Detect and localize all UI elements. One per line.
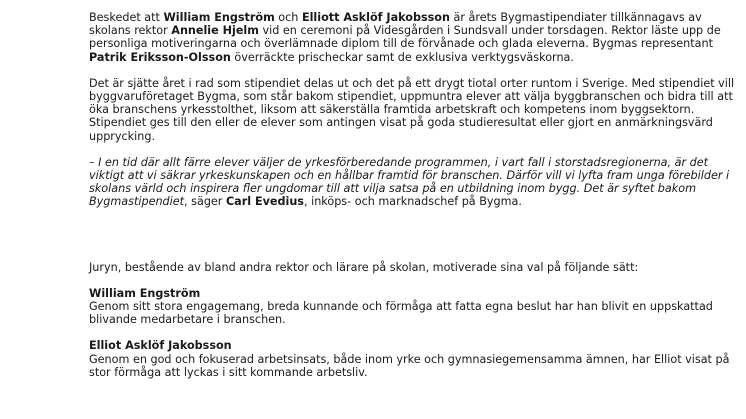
- quote-text: – I en tid där allt färre elever väljer de yrkesförberedande programmen, i vart fall i storstadsregionerna, är det viktigt att vi säkrar yrkeskunskapen och en hållbar framtid för branschen. Därför vill vi lyfta fram unga förebilder i skolans värld och inspirera fler ungdomar till att vilja satsa på en utbildning inom bygg. Det är syftet bakom Bygmastipendiet: [89, 155, 730, 209]
- winner-2-motivation: Genom en god och fokuserad arbetsinsats, både inom yrke och gymnasiegemensamma ämnen, har Elliot visat på stor förmåga att lyckas i sitt kommande arbetsliv.: [89, 352, 730, 379]
- winner-1-heading: William Engström: [89, 286, 201, 300]
- jury-paragraph: Juryn, bestående av bland andra rektor och lärare på skolan, motiverade sina val på följande sätt:: [89, 260, 639, 274]
- principal-name: Annelie Hjelm: [171, 24, 259, 38]
- document-body: [89, 11, 744, 379]
- winner-name-william: William Engström: [163, 11, 275, 24]
- intro-paragraph: Beskedet att William Engström och Elliott Asklöf Jakobsson är årets Bygmastipendiater tillkännagavs av skolans rektor Annelie Hjelm vid en ceremoni på Videsgården i Sundsvall under torsdagen. Rektor läste upp de personliga motiveringarna och överlämnade diplom till de förvånade och glada eleverna. Bygmas representant Patrik Eriksson-Olsson överräckte prischeckar samt de exklusiva verktygsväskorna.: [89, 11, 721, 64]
- winner-2-heading: Elliot Asklöf Jakobsson: [89, 339, 232, 353]
- quote-paragraph: – I en tid där allt färre elever väljer de yrkesförberedande programmen, i vart fall i storstadsregionerna, är det viktigt att vi säkrar yrkeskunskapen och en hållbar framtid för branschen. Därför vill vi lyfta fram unga förebilder i skolans värld och inspirera fler ungdomar till att vilja satsa på en utbildning inom bygg. Det är syftet bakom Bygmastipendiet, säger Carl Evedius, inköps- och marknadschef på Bygma.: [89, 155, 730, 209]
- winner-name-elliott: Elliott Asklöf Jakobsson: [301, 11, 450, 24]
- quote-author-name: Carl Evedius: [225, 195, 304, 209]
- representative-name: Patrik Eriksson-Olsson: [89, 50, 231, 64]
- background-paragraph: Det är sjätte året i rad som stipendiet delas ut och det på ett drygt tiotal orter runtom i Sverige. Med stipendiet vill byggvaruföretaget Bygma, som står bakom stipendiet, uppmuntra elever att välja byggbranschen och bidra till att öka branschens yrkesstolthet, liksom att säkerställa framtida arbetskraft och kompetens inom byggsektorn. Stipendiet ges till den eller de elever som antingen visat på goda studieresultat eller gjort en anmärkningsvärd upprycking.: [89, 76, 735, 143]
- winner-1-motivation: Genom sitt stora engagemang, breda kunnande och förmåga att fatta egna beslut har han blivit en uppskattad blivande medarbetare i branschen.: [89, 300, 713, 327]
